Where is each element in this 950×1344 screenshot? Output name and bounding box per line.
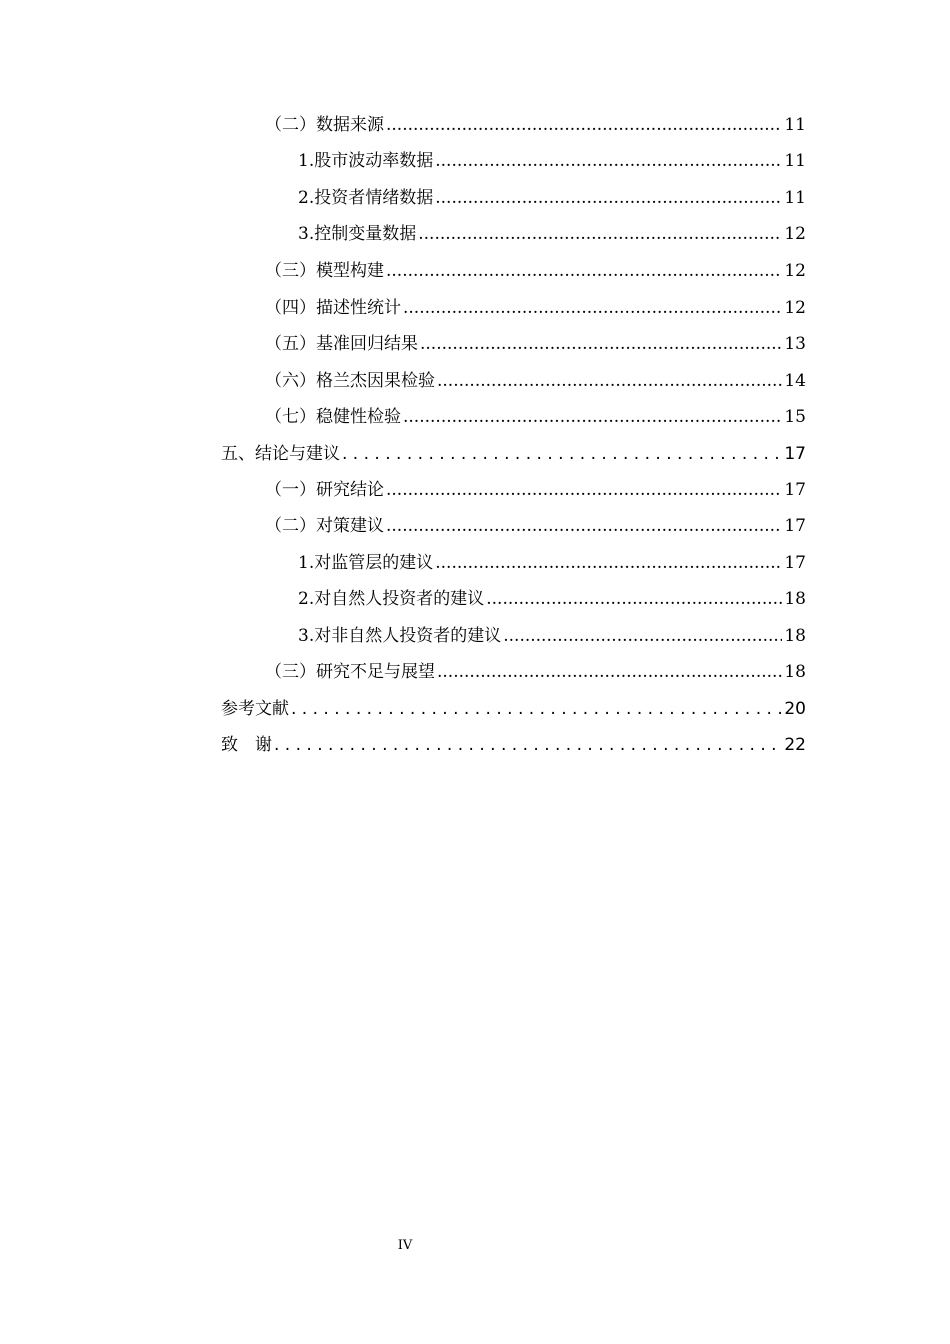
toc-entry-page: 17	[784, 553, 806, 573]
toc-entry-number: 2.	[298, 188, 315, 208]
toc-entry-title: 致 谢	[221, 735, 272, 755]
toc-entry-page: 17	[784, 480, 806, 500]
toc-leader-dots	[437, 371, 782, 391]
toc-entry-number: （二）	[265, 516, 316, 536]
toc-entry-title: 描述性统计	[316, 298, 401, 318]
toc-entry[interactable]	[298, 146, 806, 176]
toc-leader-dots	[386, 480, 782, 500]
toc-leader-dots	[503, 626, 782, 646]
toc-entry-number: （一）	[265, 480, 316, 500]
toc-entry-page: 13	[784, 334, 806, 354]
toc-entry[interactable]	[265, 256, 806, 286]
toc-entry[interactable]	[265, 511, 806, 541]
toc-leader-dots	[274, 735, 782, 755]
toc-entry-number: （六）	[265, 371, 316, 391]
toc-entry[interactable]	[265, 329, 806, 359]
toc-entry-page: 11	[784, 188, 806, 208]
toc-entry[interactable]	[265, 402, 806, 432]
toc-leader-dots	[291, 699, 782, 719]
toc-entry-title: 研究结论	[316, 480, 384, 500]
toc-entry-number: （三）	[265, 261, 316, 281]
toc-entry-title: 格兰杰因果检验	[316, 371, 435, 391]
toc-entry[interactable]	[265, 475, 806, 505]
toc-leader-dots	[386, 261, 782, 281]
toc-entry-number: 3.	[298, 224, 315, 244]
toc-entry-title: 对非自然人投资者的建议	[314, 626, 502, 646]
toc-leader-dots	[420, 334, 782, 354]
toc-entry-page: 15	[784, 407, 806, 427]
toc-entry-number: （五）	[265, 334, 316, 354]
toc-leader-dots	[418, 224, 782, 244]
toc-entry-title: 研究不足与展望	[316, 662, 435, 682]
toc-leader-dots	[403, 407, 782, 427]
toc-entry-chapter[interactable]	[221, 439, 806, 469]
toc-leader-dots	[435, 553, 782, 573]
toc-leader-dots	[435, 188, 782, 208]
toc-leader-dots	[486, 589, 782, 609]
toc-entry-page: 18	[784, 662, 806, 682]
toc-entry-page: 12	[784, 224, 806, 244]
toc-entry-page: 11	[784, 151, 806, 171]
toc-leader-dots	[342, 444, 782, 464]
toc-entry-title: 对监管层的建议	[314, 553, 434, 573]
toc-entry[interactable]	[265, 657, 806, 687]
toc-entry[interactable]	[265, 110, 806, 140]
toc-entry-chapter[interactable]	[221, 730, 806, 760]
toc-leader-dots	[403, 298, 782, 318]
toc-entry-title: 对策建议	[316, 516, 384, 536]
toc-entry[interactable]	[298, 548, 806, 578]
toc-entry-number: （七）	[265, 407, 316, 427]
toc-entry-page: 18	[784, 589, 806, 609]
toc-entry-number: 1.	[298, 151, 315, 171]
toc-entry-page: 22	[784, 735, 806, 755]
toc-entry-title: 控制变量数据	[314, 224, 417, 244]
toc-leader-dots	[435, 151, 782, 171]
toc-entry-title: 模型构建	[316, 261, 384, 281]
toc-entry-page: 12	[784, 261, 806, 281]
toc-entry-number: （二）	[265, 115, 316, 135]
toc-entry-page: 17	[784, 444, 806, 464]
toc-entry-number: 2.	[298, 589, 315, 609]
toc-entry[interactable]	[265, 366, 806, 396]
toc-entry-title: 股市波动率数据	[314, 151, 434, 171]
toc-entry-number: 五、	[221, 444, 255, 464]
toc-entry-page: 17	[784, 516, 806, 536]
toc-leader-dots	[386, 115, 782, 135]
page-number-footer: IV	[397, 1238, 413, 1253]
toc-entry-title: 投资者情绪数据	[314, 188, 434, 208]
toc-leader-dots	[437, 662, 782, 682]
toc-entry-title: 结论与建议	[255, 444, 340, 464]
toc-entry[interactable]	[298, 183, 806, 213]
toc-entry-page: 11	[784, 115, 806, 135]
toc-entry-page: 18	[784, 626, 806, 646]
toc-leader-dots	[386, 516, 782, 536]
toc-entry-title: 稳健性检验	[316, 407, 401, 427]
toc-entry-title: 基准回归结果	[316, 334, 418, 354]
toc-entry-number: （四）	[265, 298, 316, 318]
toc-entry[interactable]	[298, 219, 806, 249]
toc-entry-number: 1.	[298, 553, 315, 573]
toc-entry-title: 参考文献	[221, 699, 289, 719]
toc-entry[interactable]	[265, 293, 806, 323]
toc-entry[interactable]	[298, 584, 806, 614]
toc-entry-title: 数据来源	[316, 115, 384, 135]
toc-entry-page: 14	[784, 371, 806, 391]
toc-entry-chapter[interactable]	[221, 694, 806, 724]
toc-entry-number: （三）	[265, 662, 316, 682]
toc-entry-page: 12	[784, 298, 806, 318]
toc-entry[interactable]	[298, 621, 806, 651]
toc-entry-title: 对自然人投资者的建议	[314, 589, 485, 609]
toc-entry-page: 20	[784, 699, 806, 719]
toc-entry-number: 3.	[298, 626, 315, 646]
